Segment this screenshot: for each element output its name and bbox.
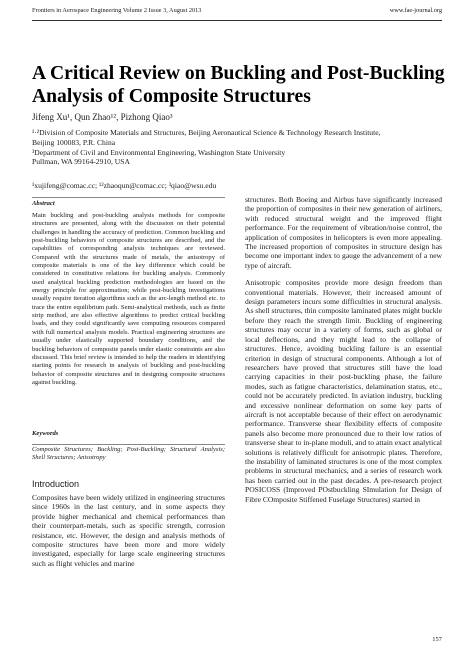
body-paragraph: Anisotropic composites provide more design freedom than conventional materials. However, their increased amount of design parameters incurs some difficulties in structural analysis. As shell structures, thin composite laminated plates might buckle before they reach the strength limit. Buckling of engineering structures may occur in a variety of forms, such as global or local deflections, and they might lead to the collapse of structures. Hence, avoiding buckling failure is an essential criterion in design of structural components. Although a lot of researchers have proved that structures still have the load carrying capacities in their post-buckling phase, the failure modes, such as fatigue characteristics, delamination status, etc., could not be accurately predicted. In aviation industry, buckling and excessive nonlinear deformation on some key parts of aircraft is not acceptable because of their effect on aerodynamic performance. Transverse shear flexibility effects of composite panels also become more pronounced due to their low ratios of transverse shear to in-plane moduli, and to attain exact analytical solutions is relatively difficult for anisotropic plates. Therefore, the instability of laminated structures is one of the most complex problems in structural mechanics, and a series of research work has been carried out in the past decades. A pre-research project POSICOSS (Improved POstbuckling SImulation for Design of Fibre COmposite Stiffened Fuselage Structures) started in xyxy=(245,278,442,504)
paper-title: A Critical Review on Buckling and Post-Buckling Analysis of Composite Structures xyxy=(32,63,445,107)
affiliation-line: ³Department of Civil and Environmental Engineering, Washington State University xyxy=(32,147,286,157)
affiliation-line: ¹·²Division of Composite Materials and Structures, Beijing Aeronautical Science & Technology Research Institute, xyxy=(32,128,381,137)
introduction-text: Composites have been widely utilized in engineering structures since 1960s in the last century, and in some aspects they provide higher mechanical and chemical performances than their counterpart-metals, such as specific strength, corrosion resistance, etc. However, the design and analysis methods of composite structures have been more and more widely investigated, especially for large scale engineering structures such as flight vehicles and marine xyxy=(32,493,225,568)
journal-line: Frontiers in Aerospace Engineering Volume 2 Issue 3, August 2013 xyxy=(32,7,202,14)
page-number: 157 xyxy=(432,636,442,643)
keywords-heading: Keywords xyxy=(32,430,59,437)
running-header xyxy=(32,3,442,25)
introduction-heading: Introduction xyxy=(32,479,80,489)
affiliation-line: Pullman, WA 99164-2910, USA xyxy=(32,157,130,167)
affiliations xyxy=(32,128,452,167)
right-column xyxy=(245,195,442,512)
author-list: Jifeng Xu¹, Qun Zhao¹², Pizhong Qiao³ xyxy=(32,112,173,122)
abstract-text: Main buckling and post-buckling analysis methods for composite structures are presented, along with the discussion on their potential challenges in handling the accuracy of prediction. Common buckling and post-buckling behaviors of composite structures are described, and the capabilities of corresponding analysis techniques are reviewed. Compared with the structures made of metals, the anisotropy of composite materials is one of the key difference which could be considered in constitutive relations for buckling analysis. Commonly used analytical buckling prediction methodologies are based on the energy principle for approximation; while post-buckling investigations usually require iteration algorithms such as the arc-length method etc. to trace the entire equilibrium path. Semi-analytical methods, such as finite strip method, are also effective algorithms to predict critical buckling loads, and they could significantly save computing resources compared with full numerical analysis models. Practical engineering structures are usually under elastically supported boundary conditions, and the buckling behaviors of composite panels under elastic constraints are also discussed. This brief review is intended to help the readers in identifying starting points for research in analysis of buckling and post-buckling behavior of composite structures and in designing composite structures against buckling. xyxy=(32,212,225,386)
body-paragraph: structures. Both Boeing and Airbus have significantly increased the proportion of composites in their new generation of airliners, with reduced structural weight and the improved flight performance. For the requirement of vibration/noise control, the application of composites in helicopters is even more appealing. The increased proportion of composites in structure design has become one important index to gauge the advancement of a new type of aircraft. xyxy=(245,195,442,270)
author-emails[interactable]: ¹xujifeng@comac.cc; ¹²zhaoqun@comac.cc; ³qiao@wsu.edu xyxy=(32,181,217,190)
header-rule xyxy=(32,20,442,21)
abstract-heading: Abstract xyxy=(32,200,55,207)
journal-url[interactable]: www.fae-journal.org xyxy=(389,7,442,14)
affiliation-line: Beijing 100083, P.R. China xyxy=(32,137,116,147)
keywords-text: Composite Structures; Buckling; Post-Buckling; Structural Analysis; Shell Structures; Anisotropy xyxy=(32,446,225,462)
abstract-box xyxy=(32,197,225,445)
